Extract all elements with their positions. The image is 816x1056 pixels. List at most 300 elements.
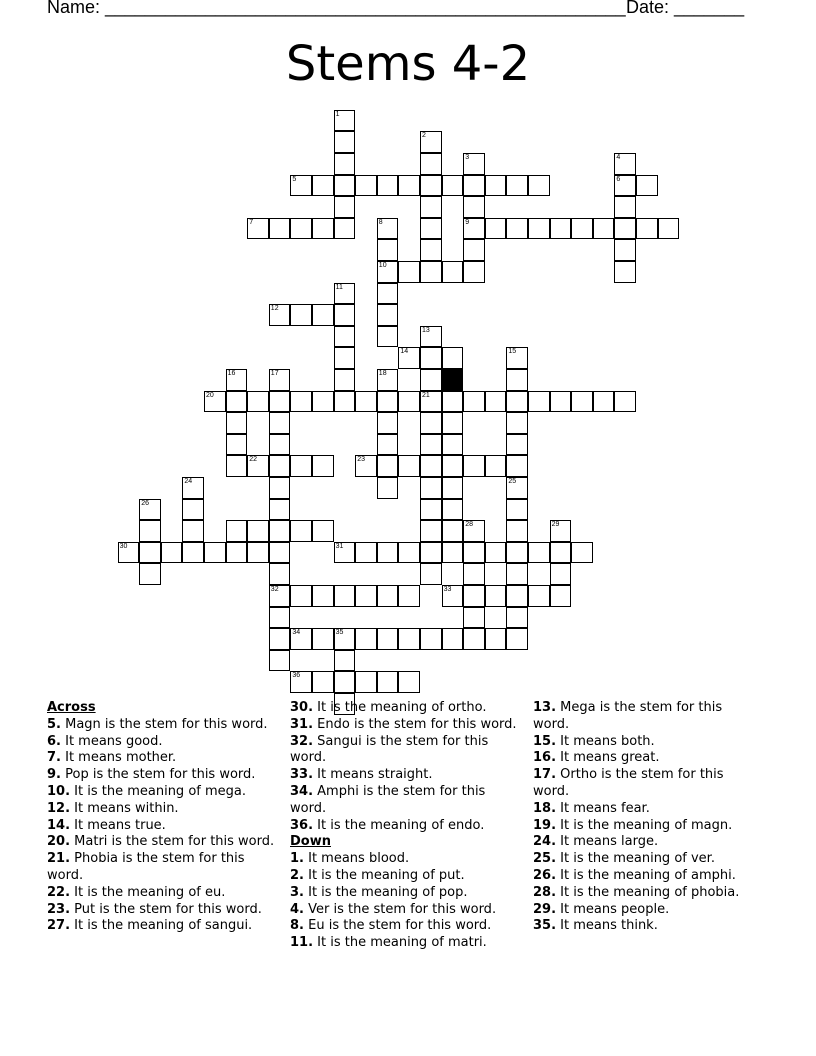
grid-cell[interactable] xyxy=(420,175,442,197)
grid-cell[interactable] xyxy=(334,628,356,650)
grid-cell[interactable] xyxy=(398,628,420,650)
down-clue xyxy=(290,902,522,919)
across-clue xyxy=(47,902,277,919)
grid-cell[interactable] xyxy=(442,261,464,283)
grid-cell[interactable] xyxy=(312,391,334,413)
grid-cell[interactable] xyxy=(290,175,312,197)
grid-cell[interactable] xyxy=(377,671,399,693)
grid-cell[interactable] xyxy=(528,542,550,564)
grid-cell[interactable] xyxy=(377,283,399,305)
clue-number-label: 6. xyxy=(47,733,61,749)
clue-number-label: 15. xyxy=(533,733,557,749)
grid-cell[interactable] xyxy=(312,304,334,326)
grid-cell[interactable] xyxy=(420,412,442,434)
clue-text: It means fear. xyxy=(556,800,650,816)
grid-cell[interactable] xyxy=(377,542,399,564)
clue-number-label: 27. xyxy=(47,918,71,934)
grid-cell[interactable] xyxy=(463,628,485,650)
grid-cell[interactable] xyxy=(442,455,464,477)
grid-cell[interactable] xyxy=(506,412,528,434)
grid-cell[interactable] xyxy=(334,542,356,564)
grid-cell[interactable] xyxy=(442,434,464,456)
grid-cell[interactable] xyxy=(398,175,420,197)
grid-cell[interactable] xyxy=(334,304,356,326)
grid-cell[interactable] xyxy=(636,218,658,240)
grid-cell[interactable] xyxy=(528,218,550,240)
clue-text: It is the meaning of mega. xyxy=(70,783,246,799)
across-clue xyxy=(47,767,277,784)
grid-cell[interactable] xyxy=(463,607,485,629)
clue-number-label: 4. xyxy=(290,901,304,917)
grid-cell[interactable] xyxy=(506,520,528,542)
grid-cell[interactable] xyxy=(398,261,420,283)
grid-cell[interactable] xyxy=(506,585,528,607)
clue-number: 35 xyxy=(335,629,344,637)
across-clue xyxy=(47,734,277,751)
clue-number: 3 xyxy=(465,154,470,161)
clue-text: Matri is the stem for this word. xyxy=(70,834,275,850)
down-clue xyxy=(533,868,755,885)
grid-cell[interactable] xyxy=(139,499,161,521)
across-clue xyxy=(290,734,522,768)
grid-cell[interactable] xyxy=(442,477,464,499)
clue-number-label: 20. xyxy=(47,834,71,850)
grid-cell[interactable] xyxy=(312,455,334,477)
grid-cell[interactable] xyxy=(614,391,636,413)
grid-cell[interactable] xyxy=(334,131,356,153)
grid-cell[interactable] xyxy=(377,412,399,434)
clue-number-label: 16. xyxy=(533,750,557,766)
clue-number-label: 30. xyxy=(290,700,314,715)
grid-cell[interactable] xyxy=(377,175,399,197)
grid-cell[interactable] xyxy=(420,455,442,477)
grid-cell[interactable] xyxy=(442,520,464,542)
grid-cell[interactable] xyxy=(334,585,356,607)
down-clue xyxy=(533,885,755,902)
clue-text: It means good. xyxy=(60,733,163,749)
clue-number: 22 xyxy=(249,456,257,464)
grid-cell[interactable] xyxy=(506,499,528,521)
grid-cell[interactable] xyxy=(442,412,464,434)
across-clue xyxy=(47,784,277,801)
clue-number: 9 xyxy=(465,218,470,226)
grid-cell[interactable] xyxy=(312,218,334,240)
clue-number-label: 17. xyxy=(533,767,557,783)
grid-cell[interactable] xyxy=(290,218,312,240)
grid-cell[interactable] xyxy=(506,347,528,369)
grid-cell[interactable] xyxy=(528,175,550,197)
grid-cell[interactable] xyxy=(377,304,399,326)
grid-cell[interactable] xyxy=(528,585,550,607)
grid-cell[interactable] xyxy=(614,196,636,218)
clue-text: It means true. xyxy=(70,817,166,833)
grid-cell[interactable] xyxy=(442,542,464,564)
grid-cell[interactable] xyxy=(614,239,636,261)
grid-cell[interactable] xyxy=(420,391,442,413)
clue-text: It is the meaning of amphi. xyxy=(556,867,736,883)
grid-cell[interactable] xyxy=(420,153,442,175)
clue-number-label: 11. xyxy=(290,935,314,951)
clue-number: 15 xyxy=(508,348,517,356)
grid-cell[interactable] xyxy=(377,239,399,261)
grid-cell[interactable] xyxy=(182,477,204,499)
across-heading: Across xyxy=(47,700,96,715)
down-clue xyxy=(533,834,755,851)
grid-cell[interactable] xyxy=(420,563,442,585)
across-clue xyxy=(290,784,522,818)
grid-cell[interactable] xyxy=(269,499,291,521)
grid-cell[interactable] xyxy=(334,391,356,413)
grid-cell[interactable] xyxy=(377,369,399,391)
grid-cell[interactable] xyxy=(226,455,248,477)
grid-cell[interactable] xyxy=(485,628,507,650)
grid-cell[interactable] xyxy=(204,391,226,413)
clue-number: 31 xyxy=(335,542,344,550)
across-clue xyxy=(47,918,277,935)
grid-cell[interactable] xyxy=(290,671,312,693)
grid-cell[interactable] xyxy=(420,261,442,283)
grid-cell[interactable] xyxy=(506,369,528,391)
across-clue xyxy=(47,717,277,734)
across-clue xyxy=(47,801,277,818)
across-clue xyxy=(47,818,277,835)
grid-cell[interactable] xyxy=(204,542,226,564)
grid-cell[interactable] xyxy=(290,585,312,607)
grid-cell[interactable] xyxy=(485,391,507,413)
grid-cell[interactable] xyxy=(485,218,507,240)
grid-cell[interactable] xyxy=(377,477,399,499)
grid-cell[interactable] xyxy=(463,391,485,413)
grid-cell[interactable] xyxy=(269,650,291,672)
grid-cell[interactable] xyxy=(506,434,528,456)
grid-cell[interactable] xyxy=(463,520,485,542)
grid-cell[interactable] xyxy=(420,369,442,391)
grid-cell[interactable] xyxy=(420,434,442,456)
grid-cell[interactable] xyxy=(118,542,140,564)
clue-number: 30 xyxy=(119,542,128,550)
clue-number-label: 26. xyxy=(533,867,557,883)
grid-cell[interactable] xyxy=(334,650,356,672)
grid-cell[interactable] xyxy=(269,434,291,456)
grid-cell[interactable] xyxy=(420,347,442,369)
grid-cell[interactable] xyxy=(398,671,420,693)
clue-text: Ortho is the stem for this word. xyxy=(533,767,724,799)
grid-cell[interactable] xyxy=(420,477,442,499)
grid-cell[interactable] xyxy=(334,283,356,305)
grid-cell[interactable] xyxy=(290,391,312,413)
grid-cell[interactable] xyxy=(355,175,377,197)
grid-cell[interactable] xyxy=(658,218,680,240)
grid-cell[interactable] xyxy=(269,304,291,326)
clues-column-2 xyxy=(290,700,522,952)
grid-cell[interactable] xyxy=(269,391,291,413)
grid-cell[interactable] xyxy=(355,628,377,650)
grid-cell[interactable] xyxy=(463,175,485,197)
grid-cell[interactable] xyxy=(398,455,420,477)
grid-cell[interactable] xyxy=(463,239,485,261)
down-heading: Down xyxy=(290,834,331,850)
grid-cell[interactable] xyxy=(355,542,377,564)
grid-cell[interactable] xyxy=(377,585,399,607)
grid-cell[interactable] xyxy=(463,261,485,283)
grid-cell[interactable] xyxy=(161,542,183,564)
grid-cell[interactable] xyxy=(463,542,485,564)
grid-cell[interactable] xyxy=(593,218,615,240)
grid-cell[interactable] xyxy=(139,542,161,564)
grid-cell[interactable] xyxy=(506,542,528,564)
grid-cell[interactable] xyxy=(636,175,658,197)
clue-text: It means mother. xyxy=(60,750,177,766)
grid-cell[interactable] xyxy=(420,131,442,153)
grid-cell[interactable] xyxy=(550,391,572,413)
grid-cell[interactable] xyxy=(506,455,528,477)
clue-text: Ver is the stem for this word. xyxy=(303,901,497,917)
grid-cell[interactable] xyxy=(398,347,420,369)
grid-cell[interactable] xyxy=(420,196,442,218)
grid-cell[interactable] xyxy=(269,585,291,607)
clue-number-label: 36. xyxy=(290,817,314,833)
clue-number-label: 28. xyxy=(533,884,557,900)
grid-cell[interactable] xyxy=(226,542,248,564)
down-clue xyxy=(290,851,522,868)
clue-number: 13 xyxy=(422,326,430,334)
name-field: Name: ____________________________________________________ xyxy=(47,0,626,17)
grid-cell[interactable] xyxy=(420,499,442,521)
clue-number-label: 2. xyxy=(290,867,304,883)
down-clue xyxy=(533,851,755,868)
clue-number: 26 xyxy=(141,499,149,507)
clue-number-label: 25. xyxy=(533,851,557,867)
clue-number-label: 7. xyxy=(47,750,61,766)
grid-cell[interactable] xyxy=(614,261,636,283)
grid-cell[interactable] xyxy=(420,239,442,261)
down-clue xyxy=(533,700,755,734)
grid-cell[interactable] xyxy=(334,326,356,348)
clue-text: It is the meaning of pop. xyxy=(303,884,468,900)
grid-cell[interactable] xyxy=(269,520,291,542)
grid-cell[interactable] xyxy=(182,542,204,564)
clue-number: 28 xyxy=(465,521,473,529)
grid-cell[interactable] xyxy=(442,628,464,650)
grid-cell[interactable] xyxy=(355,391,377,413)
grid-cell[interactable] xyxy=(334,347,356,369)
grid-cell[interactable] xyxy=(269,455,291,477)
grid-cell[interactable] xyxy=(550,218,572,240)
grid-cell[interactable] xyxy=(442,499,464,521)
grid-cell[interactable] xyxy=(506,628,528,650)
grid-cell[interactable] xyxy=(312,628,334,650)
grid-cell[interactable] xyxy=(269,412,291,434)
grid-cell[interactable] xyxy=(463,455,485,477)
clue-number-label: 18. xyxy=(533,800,557,816)
grid-cell[interactable] xyxy=(506,607,528,629)
grid-cell[interactable] xyxy=(485,542,507,564)
clue-number: 17 xyxy=(270,370,279,377)
grid-cell[interactable] xyxy=(334,153,356,175)
grid-cell[interactable] xyxy=(420,542,442,564)
grid-cell[interactable] xyxy=(269,477,291,499)
clue-number: 4 xyxy=(616,154,621,161)
grid-cell[interactable] xyxy=(506,477,528,499)
grid-cell[interactable] xyxy=(269,369,291,391)
grid-cell[interactable] xyxy=(269,563,291,585)
grid-cell[interactable] xyxy=(334,196,356,218)
grid-cell[interactable] xyxy=(269,542,291,564)
grid-cell[interactable] xyxy=(290,455,312,477)
grid-cell[interactable] xyxy=(182,520,204,542)
grid-cell[interactable] xyxy=(614,153,636,175)
down-clue xyxy=(290,868,522,885)
grid-cell[interactable] xyxy=(226,434,248,456)
grid-cell[interactable] xyxy=(182,499,204,521)
grid-cell[interactable] xyxy=(290,628,312,650)
grid-cell[interactable] xyxy=(485,585,507,607)
grid-cell[interactable] xyxy=(571,542,593,564)
down-clue xyxy=(290,918,522,935)
grid-cell[interactable] xyxy=(269,628,291,650)
grid-cell[interactable] xyxy=(571,218,593,240)
clue-text: It is the meaning of phobia. xyxy=(556,884,740,900)
grid-cell[interactable] xyxy=(377,261,399,283)
clue-number: 36 xyxy=(292,672,301,680)
down-clue xyxy=(290,885,522,902)
grid-cell[interactable] xyxy=(463,196,485,218)
grid-cell[interactable] xyxy=(334,671,356,693)
grid-cell[interactable] xyxy=(312,175,334,197)
clue-text: It means large. xyxy=(556,834,659,850)
grid-cell[interactable] xyxy=(463,563,485,585)
grid-cell[interactable] xyxy=(442,175,464,197)
grid-cell[interactable] xyxy=(377,455,399,477)
grid-cell[interactable] xyxy=(139,563,161,585)
grid-cell[interactable] xyxy=(420,326,442,348)
grid-cell[interactable] xyxy=(485,455,507,477)
down-clue xyxy=(533,767,755,801)
grid-cell[interactable] xyxy=(506,175,528,197)
blocked-cell xyxy=(442,369,464,391)
clue-text: Sangui is the stem for this word. xyxy=(290,733,489,766)
grid-cell[interactable] xyxy=(571,391,593,413)
clue-text: It means both. xyxy=(556,733,655,749)
clue-text: It means within. xyxy=(70,800,179,816)
grid-cell[interactable] xyxy=(550,585,572,607)
clue-number: 29 xyxy=(551,521,560,529)
grid-cell[interactable] xyxy=(463,153,485,175)
grid-cell[interactable] xyxy=(139,520,161,542)
clue-number: 11 xyxy=(335,283,343,291)
clue-number: 1 xyxy=(335,110,340,118)
grid-cell[interactable] xyxy=(550,520,572,542)
grid-cell[interactable] xyxy=(398,542,420,564)
grid-cell[interactable] xyxy=(226,369,248,391)
grid-cell[interactable] xyxy=(463,218,485,240)
grid-cell[interactable] xyxy=(593,391,615,413)
grid-cell[interactable] xyxy=(506,218,528,240)
grid-cell[interactable] xyxy=(614,175,636,197)
grid-cell[interactable] xyxy=(247,520,269,542)
grid-cell[interactable] xyxy=(550,542,572,564)
grid-cell[interactable] xyxy=(355,671,377,693)
grid-cell[interactable] xyxy=(420,628,442,650)
grid-cell[interactable] xyxy=(290,520,312,542)
clue-number-label: 29. xyxy=(533,901,557,917)
grid-cell[interactable] xyxy=(247,455,269,477)
down-clue xyxy=(533,902,755,919)
grid-cell[interactable] xyxy=(355,585,377,607)
clue-text: It means people. xyxy=(556,901,670,917)
grid-cell[interactable] xyxy=(355,455,377,477)
clue-text: It means straight. xyxy=(313,767,433,783)
grid-cell[interactable] xyxy=(247,542,269,564)
grid-cell[interactable] xyxy=(506,391,528,413)
clues-column-3 xyxy=(533,700,755,935)
grid-cell[interactable] xyxy=(247,391,269,413)
grid-cell[interactable] xyxy=(334,175,356,197)
grid-cell[interactable] xyxy=(269,218,291,240)
grid-cell[interactable] xyxy=(247,218,269,240)
clue-text: Put is the stem for this word. xyxy=(70,901,262,917)
grid-cell[interactable] xyxy=(377,218,399,240)
grid-cell[interactable] xyxy=(334,369,356,391)
grid-cell[interactable] xyxy=(506,563,528,585)
clue-number-label: 14. xyxy=(47,817,71,833)
clue-text: It is the meaning of ortho. xyxy=(313,700,487,715)
grid-cell[interactable] xyxy=(334,218,356,240)
grid-cell[interactable] xyxy=(398,391,420,413)
grid-cell[interactable] xyxy=(463,585,485,607)
across-clue xyxy=(290,700,522,717)
grid-cell[interactable] xyxy=(442,585,464,607)
clue-number-label: 12. xyxy=(47,800,71,816)
grid-cell[interactable] xyxy=(614,218,636,240)
grid-cell[interactable] xyxy=(226,391,248,413)
grid-cell[interactable] xyxy=(290,304,312,326)
grid-cell[interactable] xyxy=(269,607,291,629)
grid-cell[interactable] xyxy=(528,391,550,413)
grid-cell[interactable] xyxy=(334,110,356,132)
grid-cell[interactable] xyxy=(312,585,334,607)
grid-cell[interactable] xyxy=(377,628,399,650)
clue-number: 14 xyxy=(400,348,409,356)
across-clue xyxy=(290,767,522,784)
grid-cell[interactable] xyxy=(420,520,442,542)
clue-number-label: 21. xyxy=(47,851,71,867)
down-clue xyxy=(533,750,755,767)
clue-number-label: 5. xyxy=(47,716,61,732)
down-clue xyxy=(533,801,755,818)
grid-cell[interactable] xyxy=(442,391,464,413)
grid-cell[interactable] xyxy=(485,175,507,197)
grid-cell[interactable] xyxy=(226,412,248,434)
clue-number: 12 xyxy=(270,305,279,313)
grid-cell[interactable] xyxy=(420,218,442,240)
clue-number-label: 24. xyxy=(533,834,557,850)
clue-number-label: 10. xyxy=(47,783,71,799)
grid-cell[interactable] xyxy=(226,520,248,542)
grid-cell[interactable] xyxy=(442,347,464,369)
grid-cell[interactable] xyxy=(312,520,334,542)
clue-number-label: 35. xyxy=(533,918,557,934)
grid-cell[interactable] xyxy=(377,434,399,456)
grid-cell[interactable] xyxy=(377,326,399,348)
grid-cell[interactable] xyxy=(550,563,572,585)
clue-text: Eu is the stem for this word. xyxy=(303,918,492,934)
grid-cell[interactable] xyxy=(377,391,399,413)
clue-number: 16 xyxy=(227,370,236,377)
clue-number: 33 xyxy=(443,586,452,593)
grid-cell[interactable] xyxy=(312,671,334,693)
grid-cell[interactable] xyxy=(398,585,420,607)
